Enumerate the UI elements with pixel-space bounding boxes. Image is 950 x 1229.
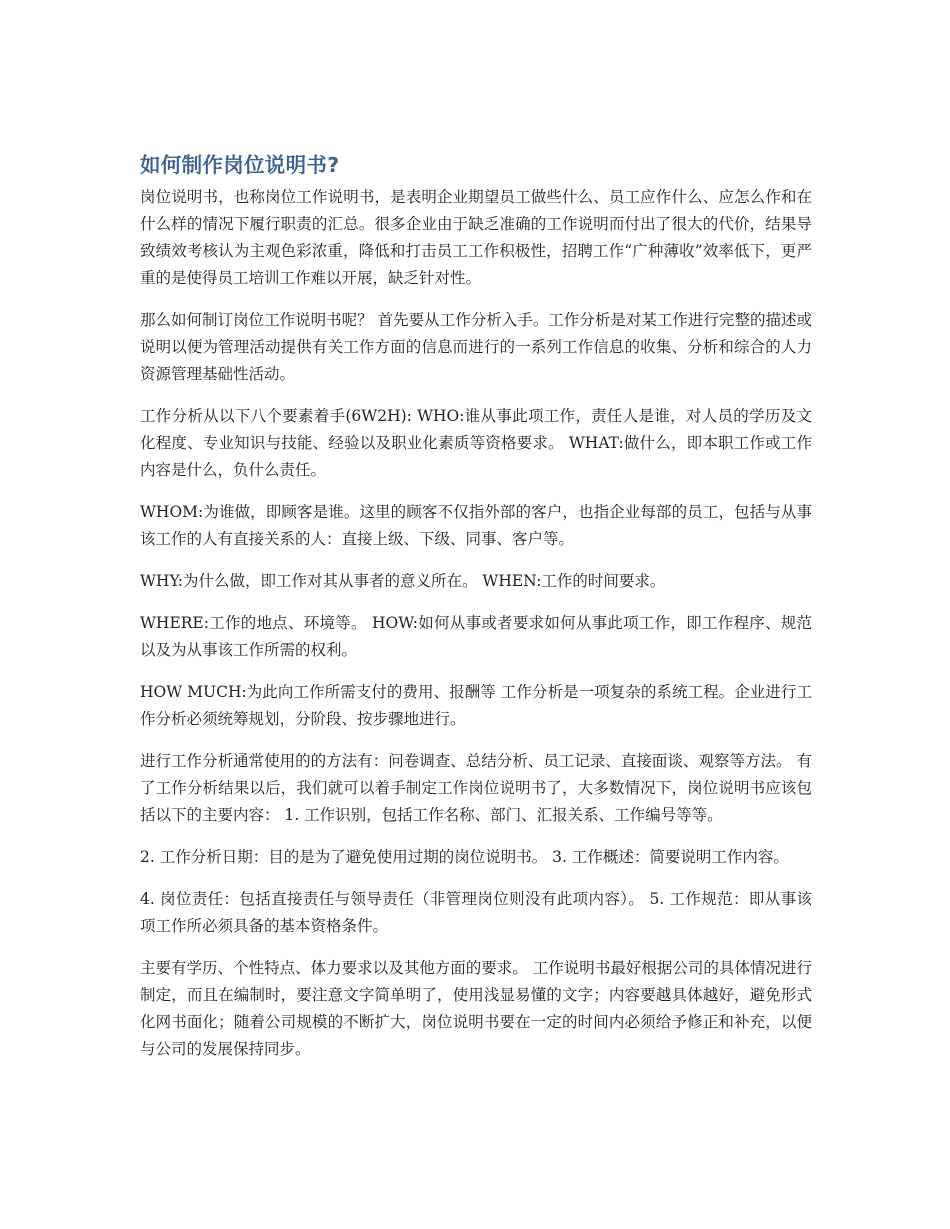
paragraph-6w2h-who-what: 工作分析从以下八个要素着手(6W2H): WHO:谁从事此项工作，责任人是谁，对人员的学历及文化程度、专业知识与技能、经验以及职业化素质等资格要求。 WHAT:做什么，即本职工作或工作内容是什么，负什么责任。 <box>140 407 812 479</box>
paragraph-how-to: 那么如何制订岗位工作说明书呢？ 首先要从工作分析入手。工作分析是对某工作进行完整的描述或说明以便为管理活动提供有关工作方面的信息而进行的一系列工作信息的收集、分析和综合的人力资源管理基础性活动。 <box>140 311 812 383</box>
paragraph-items-4-5: 4. 岗位责任：包括直接责任与领导责任（非管理岗位则没有此项内容）。 5. 工作规范：即从事该项工作所必须具备的基本资格条件。 <box>140 890 812 935</box>
document-page <box>140 150 812 1078</box>
paragraph-how-much: HOW MUCH:为此向工作所需支付的费用、报酬等 工作分析是一项复杂的系统工程。企业进行工作分析必须统筹规划，分阶段、按步骤地进行。 <box>140 683 812 728</box>
paragraph-items-2-3: 2. 工作分析日期：目的是为了避免使用过期的岗位说明书。 3. 工作概述：简要说明工作内容。 <box>140 848 789 866</box>
paragraph-conclusion: 主要有学历、个性特点、体力要求以及其他方面的要求。 工作说明书最好根据公司的具体情况进行制定，而且在编制时，要注意文字简单明了，使用浅显易懂的文字；内容要越具体越好，避免形式化网书面化；随着公司规模的不断扩大，岗位说明书要在一定的时间内必须给予修正和补充，以便与公司的发展保持同步。 <box>140 959 812 1058</box>
paragraph-where-how: WHERE:工作的地点、环境等。 HOW:如何从事或者要求如何从事此项工作，即工作程序、规范以及为从事该工作所需的权利。 <box>140 614 812 659</box>
paragraph-whom: WHOM:为谁做，即顾客是谁。这里的顾客不仅指外部的客户，也指企业每部的员工，包括与从事该工作的人有直接关系的人：直接上级、下级、同事、客户等。 <box>140 503 812 548</box>
paragraph-why-when: WHY:为什么做，即工作对其从事者的意义所在。 WHEN:工作的时间要求。 <box>140 572 666 590</box>
paragraph-methods: 进行工作分析通常使用的的方法有：问卷调查、总结分析、员工记录、直接面谈、观察等方法。 有了工作分析结果以后，我们就可以着手制定工作岗位说明书了，大多数情况下，岗位说明书应该包括以下的主要内容： 1. 工作识别，包括工作名称、部门、汇报关系、工作编号等等。 <box>140 752 812 824</box>
paragraph-intro: 岗位说明书，也称岗位工作说明书，是表明企业期望员工做些什么、员工应作什么、应怎么作和在什么样的情况下履行职责的汇总。很多企业由于缺乏准确的工作说明而付出了很大的代价，结果导致绩效考核认为主观色彩浓重，降低和打击员工工作积极性，招聘工作“广种薄收”效率低下，更严重的是使得员工培训工作难以开展，缺乏针对性。 <box>140 188 812 287</box>
document-title: 如何制作岗位说明书? <box>140 153 340 177</box>
